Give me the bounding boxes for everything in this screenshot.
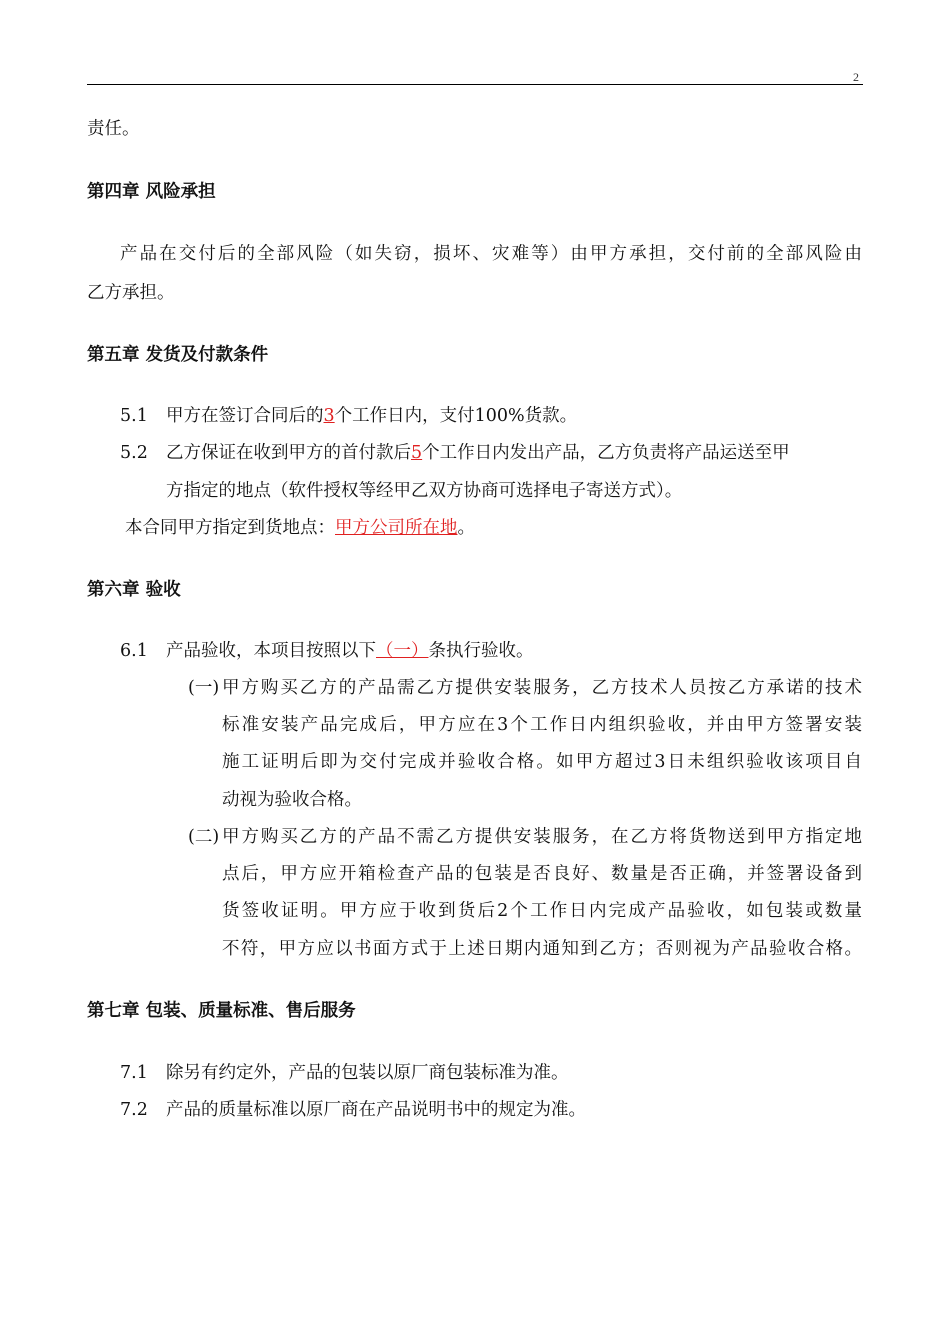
sub-clause-2-line-3: 货签收证明。甲方应于收到货后2个工作日内完成产品验收，如包装或数量 (222, 901, 862, 921)
chapter-4-title: 第四章 风险承担 (87, 182, 216, 202)
acceptance-option-value: （一） (376, 641, 429, 661)
clause-number: 5.2 (120, 443, 148, 463)
intro-text: 责任。 (87, 119, 140, 139)
clause-text: 除另有约定外，产品的包装以原厂商包装标准为准。 (166, 1063, 569, 1083)
clause-text-pre: 甲方在签订合同后的 (166, 406, 324, 426)
sub-clause-1-line-4: 动视为验收合格。 (222, 790, 362, 810)
chapter-5-title: 第五章 发货及付款条件 (87, 345, 269, 365)
chapter-7-title: 第七章 包装、质量标准、售后服务 (87, 1001, 356, 1021)
clause-number: 7.2 (120, 1100, 148, 1120)
page-number: 2 (853, 70, 859, 84)
clause-7-1 (120, 1061, 569, 1085)
header-rule (87, 84, 863, 85)
clause-5-1 (120, 404, 577, 428)
delivery-location-value: 甲方公司所在地 (335, 518, 458, 538)
chapter-6-title: 第六章 验收 (87, 580, 181, 600)
clause-5-2 (120, 441, 790, 465)
delivery-location (125, 516, 475, 540)
clause-5-2-line-2: 方指定的地点（软件授权等经甲乙双方协商可选择电子寄送方式）。 (166, 481, 683, 501)
clause-text-post: 条执行验收。 (428, 641, 534, 661)
sub-clause-2-line-4: 不符，甲方应以书面方式于上述日期内通知到乙方；否则视为产品验收合格。 (222, 939, 862, 959)
delivery-days-value: 5 (411, 443, 423, 463)
payment-days-value: 3 (323, 406, 335, 426)
sub-clause-2-line-1: 甲方购买乙方的产品不需乙方提供安装服务，在乙方将货物送到甲方指定地 (222, 827, 862, 847)
delivery-location-label: 本合同甲方指定到货地点： (125, 518, 335, 538)
clause-text-pre: 乙方保证在收到甲方的首付款后 (166, 443, 411, 463)
clause-text-post: 个工作日内发出产品，乙方负责将产品运送至甲 (422, 443, 790, 463)
clause-number: 7.1 (120, 1063, 148, 1083)
delivery-location-end: 。 (457, 518, 475, 538)
clause-number: 5.1 (120, 406, 148, 426)
sub-clause-1-label: (一) (188, 678, 220, 698)
sub-clause-1-line-2: 标准安装产品完成后，甲方应在3个工作日内组织验收，并由甲方签署安装 (222, 715, 862, 735)
clause-text-pre: 产品验收，本项目按照以下 (166, 641, 376, 661)
clause-text-post: 个工作日内，支付100%货款。 (334, 406, 578, 426)
clause-7-2 (120, 1098, 586, 1122)
sub-clause-1-line-1: 甲方购买乙方的产品需乙方提供安装服务，乙方技术人员按乙方承诺的技术 (222, 678, 862, 698)
clause-text: 产品的质量标准以原厂商在产品说明书中的规定为准。 (166, 1100, 586, 1120)
clause-6-1 (120, 639, 534, 663)
chapter-4-paragraph-line-1: 产品在交付后的全部风险（如失窃，损坏、灾难等）由甲方承担，交付前的全部风险由 (120, 244, 862, 264)
clause-number: 6.1 (120, 641, 148, 661)
chapter-4-paragraph-line-2: 乙方承担。 (87, 283, 175, 303)
sub-clause-2-label: (二) (188, 827, 220, 847)
sub-clause-2-line-2: 点后，甲方应开箱检查产品的包装是否良好、数量是否正确，并签署设备到 (222, 864, 862, 884)
sub-clause-1-line-3: 施工证明后即为交付完成并验收合格。如甲方超过3日未组织验收该项目自 (222, 752, 862, 772)
